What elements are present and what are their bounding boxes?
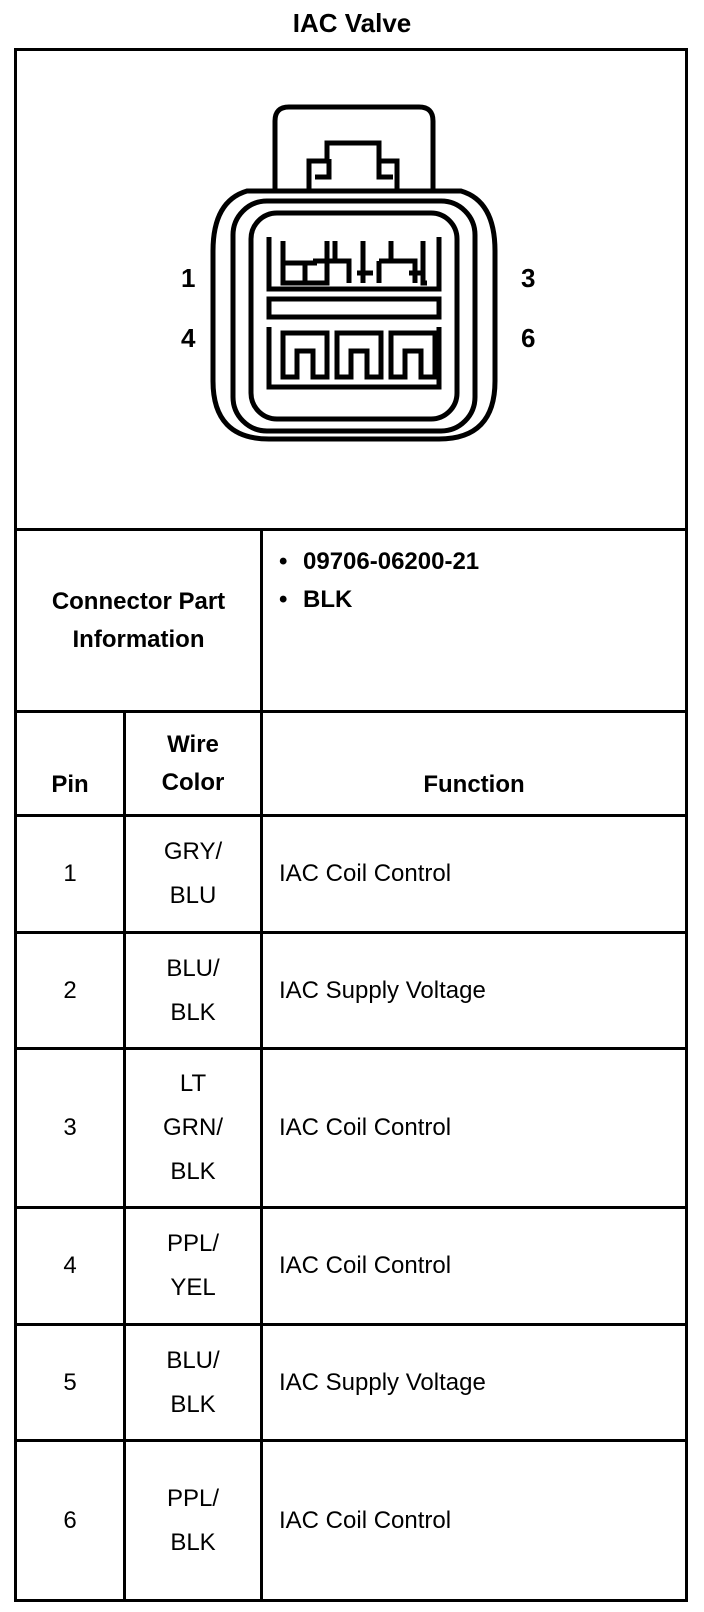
connector-table [14, 48, 688, 1602]
connector-face-diagram [17, 51, 685, 531]
table-row-function: IAC Coil Control [279, 860, 452, 887]
table-row-pin: 5 [63, 1368, 77, 1396]
page-title: IAC Valve [292, 8, 412, 38]
table-row-function: IAC Supply Voltage [279, 1368, 486, 1396]
table-row-wire-color: GRY/ BLU [163, 838, 223, 909]
table-row-pin: 1 [63, 860, 77, 887]
table-row-wire-color: BLU/ BLK [166, 1346, 220, 1418]
connector-pin-label-1: 1 [181, 263, 196, 293]
part-number: • 09706-06200-21 [263, 543, 479, 581]
header-wire-color: Wire Color [161, 730, 225, 796]
table-row-function: IAC Coil Control [279, 1252, 452, 1279]
table-row-wire-color: BLU/ BLK [166, 954, 220, 1026]
connector-pin-label-3: 3 [521, 263, 536, 293]
table-row-function: IAC Coil Control [279, 1114, 452, 1141]
table-row-wire-color: PPL/ BLK [166, 1484, 220, 1556]
table-row-function: IAC Supply Voltage [279, 976, 486, 1004]
table-row-pin: 3 [63, 1114, 77, 1141]
header-pin: Pin [51, 771, 89, 798]
connector-part-info-label: Connector Part Information [51, 587, 226, 653]
table-row-pin: 2 [63, 976, 77, 1004]
table-row-function: IAC Coil Control [279, 1506, 452, 1534]
connector-part-info-list [263, 543, 479, 619]
header-function: Function [423, 771, 525, 798]
table-row-wire-color: LT GRN/ BLK [163, 1070, 223, 1185]
part-color: • BLK [263, 581, 479, 619]
connector-pin-label-4: 4 [181, 323, 196, 353]
connector-pin-label-6: 6 [521, 323, 536, 353]
table-row-pin: 6 [63, 1506, 77, 1534]
table-row-wire-color: PPL/ YEL [166, 1230, 220, 1301]
table-row-pin: 4 [63, 1252, 77, 1279]
